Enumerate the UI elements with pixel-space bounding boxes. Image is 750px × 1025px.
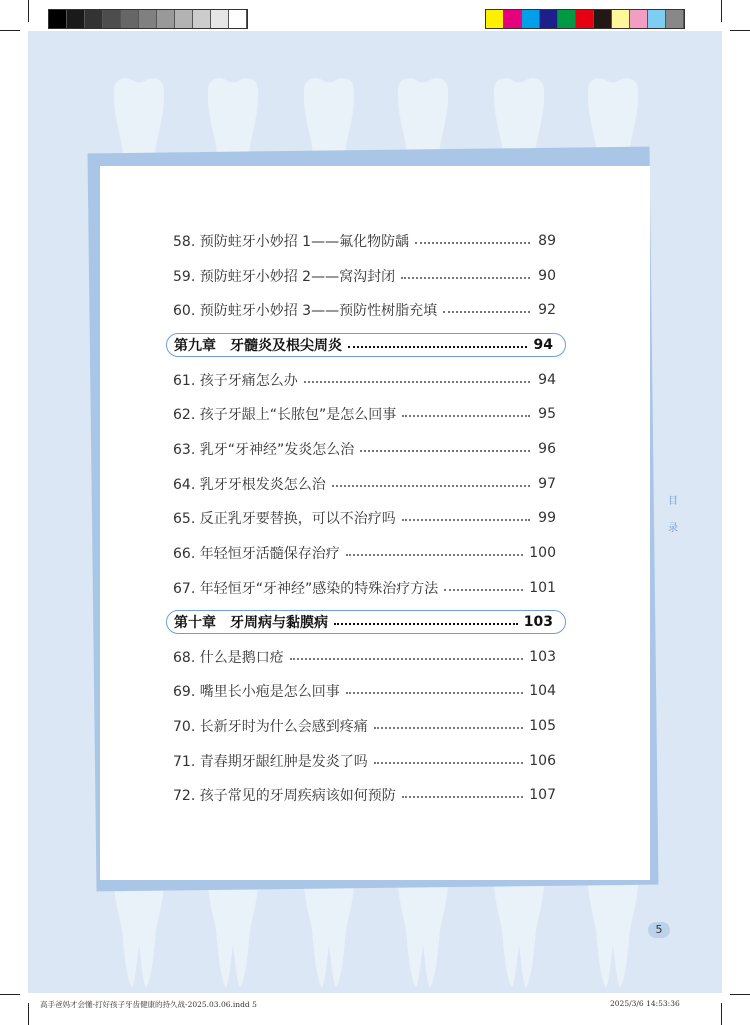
chapter-heading[interactable]: 第十章 牙周病与黏膜病 103 <box>166 610 566 634</box>
color-swatch <box>193 10 211 28</box>
color-swatch <box>139 10 157 28</box>
color-swatch <box>630 10 648 28</box>
toc-item[interactable]: 61. 孩子牙痛怎么办 94 <box>173 372 556 389</box>
color-swatch <box>522 10 540 28</box>
leader-dots <box>374 727 524 729</box>
toc-item[interactable]: 58. 预防蛀牙小妙招 1——氟化物防龋 89 <box>173 233 556 250</box>
color-swatch <box>49 10 67 28</box>
leader-dots <box>374 762 524 764</box>
color-bar <box>485 9 685 29</box>
crop-mark <box>730 30 750 31</box>
footer-file-info: 高手爸妈才会懂-打好孩子牙齿健康的持久战-2025.03.06.indd 5 <box>40 1000 257 1009</box>
toc-item[interactable]: 65. 反正乳牙要替换，可以不治疗吗 99 <box>173 510 556 527</box>
color-swatch <box>229 10 247 28</box>
toc-item[interactable]: 69. 嘴里长小疱是怎么回事 104 <box>173 683 556 700</box>
grayscale-bar <box>48 9 248 29</box>
toc-item[interactable]: 70. 长新牙时为什么会感到疼痛 105 <box>173 718 556 735</box>
color-swatch <box>67 10 85 28</box>
color-swatch <box>594 10 612 28</box>
color-swatch <box>103 10 121 28</box>
crop-mark <box>721 1003 722 1025</box>
toc-item[interactable]: 67. 年轻恒牙“牙神经”感染的特殊治疗方法 101 <box>173 580 556 597</box>
crop-mark <box>28 1003 29 1025</box>
toc-item[interactable]: 68. 什么是鹅口疮 103 <box>173 649 556 666</box>
color-swatch <box>175 10 193 28</box>
toc-item[interactable]: 71. 青春期牙龈红肿是发炎了吗 106 <box>173 753 556 770</box>
color-swatch <box>486 10 504 28</box>
toc-item[interactable]: 72. 孩子常见的牙周疾病该如何预防 107 <box>173 787 556 804</box>
leader-dots <box>304 381 530 383</box>
leader-dots <box>401 277 530 279</box>
leader-dots <box>360 450 530 452</box>
leader-dots <box>346 692 524 694</box>
leader-dots <box>402 415 530 417</box>
color-swatch <box>85 10 103 28</box>
toc-item[interactable]: 59. 预防蛀牙小妙招 2——窝沟封闭 90 <box>173 268 556 285</box>
page-number: 5 <box>648 922 670 938</box>
color-swatch <box>612 10 630 28</box>
leader-dots <box>415 242 530 244</box>
leader-dots <box>443 311 530 313</box>
leader-dots <box>290 658 524 660</box>
toc-item[interactable]: 66. 年轻恒牙活髓保存治疗 100 <box>173 545 556 562</box>
color-swatch <box>540 10 558 28</box>
side-label-char: 目 <box>668 496 678 507</box>
crop-mark <box>0 994 20 995</box>
color-swatch <box>648 10 666 28</box>
color-swatch <box>576 10 594 28</box>
color-swatch <box>558 10 576 28</box>
color-swatch <box>666 10 684 28</box>
leader-dots <box>402 796 524 798</box>
leader-dots <box>348 346 527 348</box>
toc-item[interactable]: 64. 乳牙牙根发炎怎么治 97 <box>173 476 556 493</box>
toc-item[interactable]: 63. 乳牙“牙神经”发炎怎么治 96 <box>173 441 556 458</box>
leader-dots <box>402 519 530 521</box>
leader-dots <box>334 623 518 625</box>
color-swatch <box>157 10 175 28</box>
crop-mark <box>730 994 750 995</box>
crop-mark <box>28 0 29 22</box>
color-swatch <box>211 10 229 28</box>
crop-mark <box>0 30 20 31</box>
footer-timestamp: 2025/3/6 14:53:36 <box>610 999 680 1008</box>
crop-mark <box>721 0 722 22</box>
color-swatch <box>504 10 522 28</box>
leader-dots <box>332 485 530 487</box>
toc-item[interactable]: 62. 孩子牙龈上“长脓包”是怎么回事 95 <box>173 406 556 423</box>
color-swatch <box>121 10 139 28</box>
side-label-char: 录 <box>668 523 678 534</box>
chapter-heading[interactable]: 第九章 牙髓炎及根尖周炎 94 <box>166 333 566 357</box>
leader-dots <box>444 589 523 591</box>
toc-item[interactable]: 60. 预防蛀牙小妙招 3——预防性树脂充填 92 <box>173 302 556 319</box>
leader-dots <box>346 554 524 556</box>
